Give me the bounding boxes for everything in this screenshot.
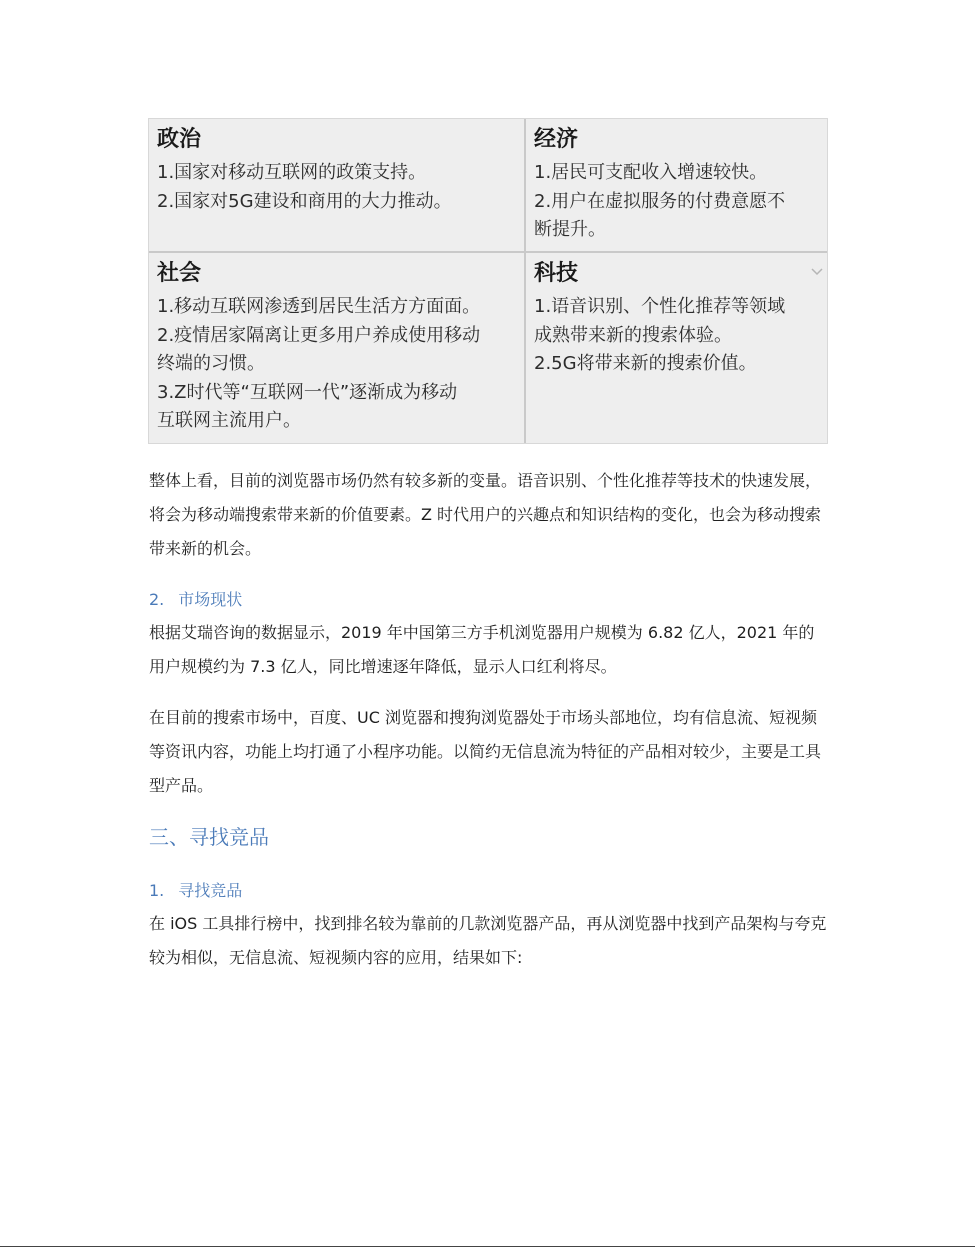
pest-social-line: 互联网主流用户。: [157, 410, 301, 431]
paragraph-market-data: 根据艾瑞咨询的数据显示，2019 年中国第三方手机浏览器用户规模为 6.82 亿人，2021 年的用户规模约为 7.3 亿人，同比增速逐年降低，显示人口红利将尽。: [149, 623, 815, 676]
paragraph-market-landscape: 在目前的搜索市场中，百度、UC 浏览器和搜狗浏览器处于市场头部地位，均有信息流、短视频等资讯内容，功能上均打通了小程序功能。以简约无信息流为特征的产品相对较少，主要是工具型产品。: [149, 708, 822, 795]
pest-analysis-table: [148, 118, 828, 444]
pest-political-line: 1.国家对移动互联网的政策支持。: [157, 162, 427, 183]
heading-text: 市场现状: [178, 590, 243, 609]
pest-social: [149, 253, 524, 445]
heading-find-competitors: [149, 880, 242, 902]
pest-social-line: 2.疫情居家隔离让更多用户养成使用移动: [157, 324, 481, 346]
pest-political-title: 政治: [157, 127, 202, 152]
paragraph-overview: 整体上看，目前的浏览器市场仍然有较多新的变量。语音识别、个性化推荐等技术的快速发展，将会为移动端搜索带来新的价值要素。Z 时代用户的兴趣点和知识结构的变化，也会为移动搜索带来新的机会。: [149, 471, 822, 558]
pest-economic: [526, 119, 829, 251]
pest-economic-title: 经济: [534, 127, 579, 152]
pest-political: [149, 119, 524, 251]
pest-technology-line: 2.5G将带来新的搜索价值。: [534, 353, 757, 374]
section-heading-find-competitors: 三、寻找竞品: [149, 825, 269, 849]
paragraph-find-competitors: 在 iOS 工具排行榜中，找到排名较为靠前的几款浏览器产品，再从浏览器中找到产品架构与夸克较为相似，无信息流、短视频内容的应用，结果如下:: [149, 914, 827, 967]
pest-economic-line: 2.用户在虚拟服务的付费意愿不: [534, 190, 786, 212]
heading-number: 1.: [149, 881, 165, 900]
pest-social-line: 终端的习惯。: [157, 353, 265, 374]
pest-technology: [526, 253, 829, 445]
pest-political-line: 2.国家对5G建设和商用的大力推动。: [157, 190, 452, 212]
pest-social-line: 1.移动互联网渗透到居民生活方方面面。: [157, 296, 481, 317]
heading-number: 2.: [149, 590, 165, 609]
pest-technology-line: 成熟带来新的搜索体验。: [534, 324, 732, 346]
heading-market-status: [149, 589, 242, 611]
pest-social-title: 社会: [157, 261, 202, 286]
heading-text: 寻找竞品: [178, 881, 243, 900]
pest-social-line: 3.Z时代等“互联网一代”逐渐成为移动: [157, 381, 458, 403]
pest-technology-line: 1.语音识别、个性化推荐等领域: [534, 296, 786, 317]
chevron-down-icon: [811, 265, 823, 279]
page-bottom-rule: [0, 1246, 975, 1247]
pest-technology-title: 科技: [534, 261, 579, 286]
pest-economic-line: 1.居民可支配收入增速较快。: [534, 162, 768, 183]
pest-economic-line: 断提升。: [534, 219, 606, 240]
